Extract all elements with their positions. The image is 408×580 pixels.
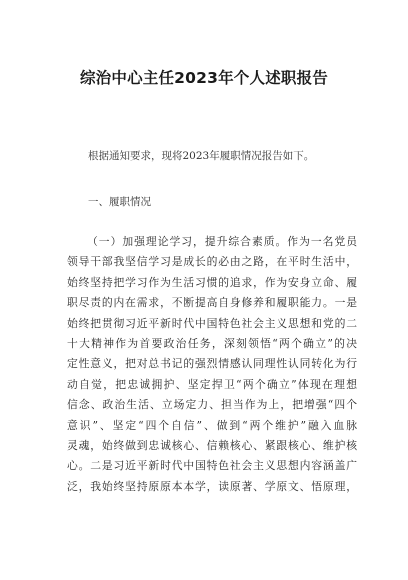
body-line: 动自觉，把忠诚拥护、坚定捍卫“两个确立”体现在理想 xyxy=(67,377,357,391)
body-line: 定性意义，把对总书记的强烈情感认同理性认同转化为行 xyxy=(67,357,357,371)
section-heading: 一、履职情况 xyxy=(88,196,151,208)
body-line: 十大精神作为首要政治任务，深刻领悟“两个确立”的决 xyxy=(67,337,357,350)
document-title: 综治中心主任2023年个人述职报告 xyxy=(79,69,329,87)
body-line: 意识”、坚定“四个自信”、做到“两个维护”融入血脉 xyxy=(67,418,357,432)
intro-paragraph: 根据通知要求，现将2023年履职情况报告如下。 xyxy=(88,150,315,162)
body-line: 始终坚持把学习作为生活习惯的追求，作为安身立命、履 xyxy=(67,275,357,289)
body-line: 职尽责的内在需求，不断提高自身修养和履职能力。一是 xyxy=(67,296,357,310)
body-line: （一）加强理论学习，提升综合素质。作为一名党员 xyxy=(87,235,357,248)
body-line: 心。二是习近平新时代中国特色社会主义思想内容涵盖广 xyxy=(67,459,357,473)
body-line: 始终把贯彻习近平新时代中国特色社会主义思想和党的二 xyxy=(67,316,357,330)
body-line: 信念、政治生活、立场定力、担当作为上，把增强“四个 xyxy=(67,398,357,412)
body-line: 领导干部我坚信学习是成长的必由之路，在平时生活中， xyxy=(67,255,357,269)
body-line: 灵魂，始终做到忠诚核心、信赖核心、紧跟核心、维护核 xyxy=(67,439,357,452)
body-line: 泛，我始终坚持原原本本学，读原著、学原文、悟原理， xyxy=(67,479,357,493)
